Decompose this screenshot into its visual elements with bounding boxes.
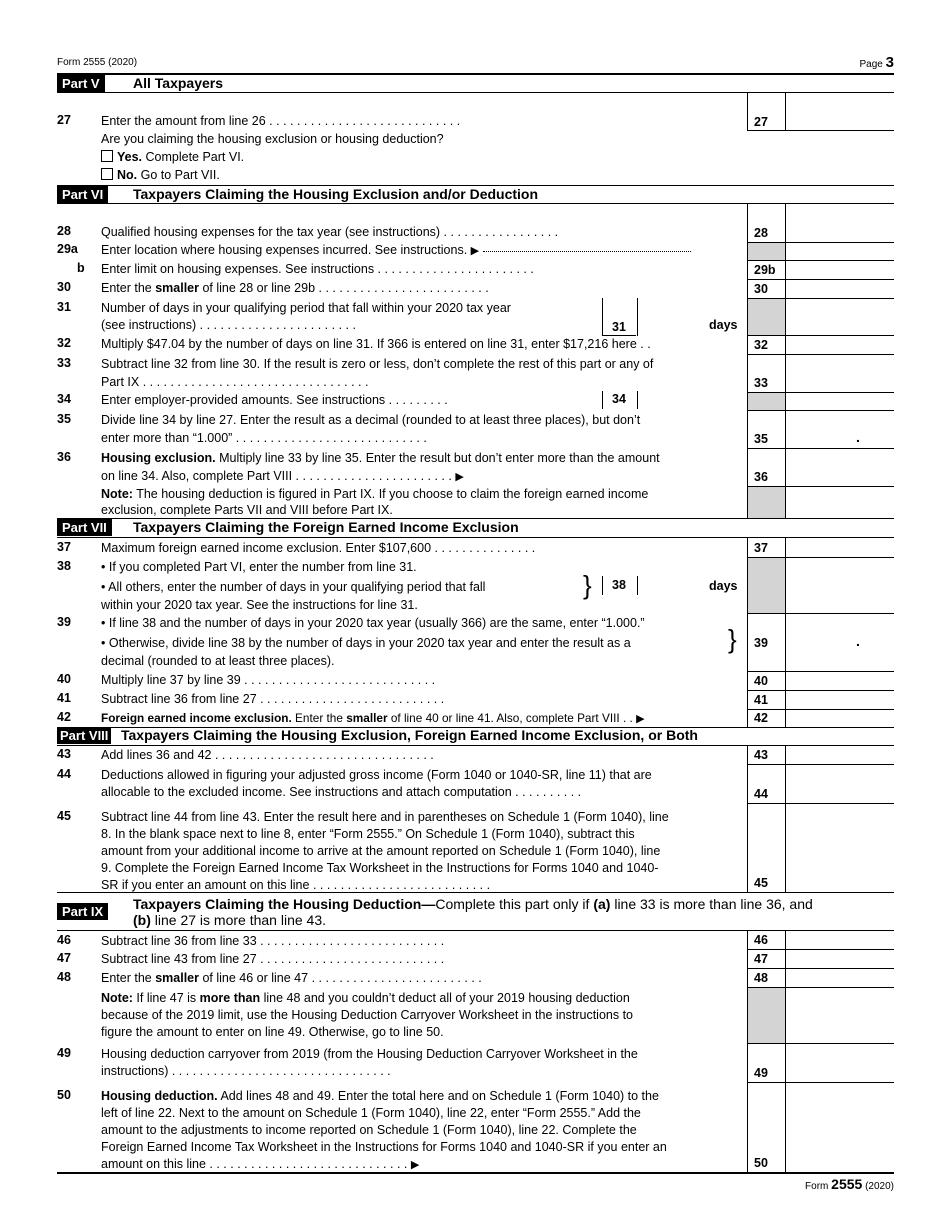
line-35-text: Divide line 34 by line 27. Enter the result as a decimal (rounded to at least three places), but don’t [101,413,641,427]
line-number: 31 [57,300,71,314]
part-tag: Part IX [57,903,108,920]
box-34-shaded [747,393,786,410]
line-number: 41 [57,691,71,705]
box-28: 28 [747,204,786,242]
line-35-text2: enter more than “1.000” . . . . . . . . . . . . . . . . . . . . . . . . . . . . [101,431,427,445]
line-number: 48 [57,970,71,984]
box-48-note-shaded [747,988,786,1043]
days-label: days [709,579,738,593]
line-number: 28 [57,224,71,238]
line-27-amount[interactable] [785,93,894,131]
line-37-text: Maximum foreign earned income exclusion. Enter $107,600 . . . . . . . . . . . . . . . [101,541,536,555]
brace: } [728,624,737,654]
line-39-text2: • Otherwise, divide line 38 by the number of days in your 2020 tax year and enter the result as a [101,636,631,650]
housing-question: Are you claiming the housing exclusion or housing deduction? [101,132,444,146]
line-number: 30 [57,280,71,294]
line-number: 50 [57,1088,71,1102]
box-45: 45 [747,804,786,892]
box-37: 37 [747,538,786,557]
line-46-text: Subtract line 36 from line 33 . . . . . . . . . . . . . . . . . . . . . . . . . . . [101,934,445,948]
box-41: 41 [747,691,786,709]
line-number: 45 [57,809,71,823]
line-number: 39 [57,615,71,629]
box-36: 36 [747,449,786,486]
line-50-text1: Housing deduction. Add lines 48 and 49. Enter the total here and on Schedule 1 (Form 1040) to the [101,1089,659,1103]
line-41-text: Subtract line 36 from line 27 . . . . . . . . . . . . . . . . . . . . . . . . . . . [101,692,445,706]
line-50-text2: left of line 22. Next to the amount on Schedule 1 (Form 1040), line 22, enter “Form 2555.” Add the [101,1106,641,1120]
line-number: 27 [57,113,71,127]
box-44: 44 [747,765,786,803]
line-27-text: Enter the amount from line 26 . . . . . . . . . . . . . . . . . . . . . . . . . . . . [101,114,461,128]
yes-checkbox[interactable] [101,150,113,162]
yes-option[interactable]: Yes. Complete Part VI. [101,149,741,166]
part-9-header [57,893,894,929]
no-option[interactable]: No. Go to Part VII. [101,167,741,184]
form-header-label: Form 2555 (2020) [57,57,138,68]
line-number: 44 [57,767,71,781]
part-8-header [57,727,894,744]
line-number: 49 [57,1046,71,1060]
line-40-text: Multiply line 37 by line 39 . . . . . . . . . . . . . . . . . . . . . . . . . . . . [101,673,436,687]
box-49: 49 [747,1044,786,1082]
line-48-note3: figure the amount to enter on line 49. Otherwise, go to line 50. [101,1025,444,1039]
part-tag: Part VII [57,519,112,536]
part-6-header [57,186,894,203]
line-number: 42 [57,710,71,724]
part-title: Taxpayers Claiming the Housing Deduction—Complete this part only if (a) line 33 is more than line 36, and (b) line 27 is more than line 43. [133,896,813,928]
decimal-point: . [856,633,860,649]
part-title: Taxpayers Claiming the Housing Exclusion, Foreign Earned Income Exclusion, or Both [121,727,698,743]
line-45-text4: 9. Complete the Foreign Earned Income Tax Worksheet in the Instructions for Forms 1040 and 1040- [101,861,659,875]
brace: } [583,570,592,600]
line-number: 36 [57,450,71,464]
line-47-text: Subtract line 43 from line 27 . . . . . . . . . . . . . . . . . . . . . . . . . . . [101,952,445,966]
part-5-header [57,75,894,92]
line-36-text2: on line 34. Also, complete Part VIII . . . . . . . . . . . . . . . . . . . . . . . ▶ [101,469,464,483]
form-footer: Form 2555 (2020) [805,1176,894,1192]
line-number: 35 [57,412,71,426]
inbox-38: 38 [602,576,638,595]
box-29b: 29b [747,261,786,279]
no-checkbox[interactable] [101,168,113,180]
part-7-header [57,519,894,536]
line-38-text2: • All others, enter the number of days in your qualifying period that fall [101,580,486,594]
line-42-text: Foreign earned income exclusion. Enter the smaller of line 40 or line 41. Also, complete Part VIII . . ▶ [101,711,645,725]
line-39-text1: • If line 38 and the number of days in your 2020 tax year (usually 366) are the same, enter “1.000.” [101,616,645,630]
box-38-shaded [747,558,786,613]
line-number: 46 [57,933,71,947]
line-28-text: Qualified housing expenses for the tax year (see instructions) . . . . . . . . . . . . . . . . . [101,225,559,239]
line-31-text2: (see instructions) . . . . . . . . . . . . . . . . . . . . . . . [101,318,356,332]
line-44-text2: allocable to the excluded income. See instructions and attach computation . . . . . . . . . . [101,785,582,799]
line-49-text1: Housing deduction carryover from 2019 (from the Housing Deduction Carryover Worksheet in the [101,1047,638,1061]
box-35: 35 [747,411,786,448]
line-32-text: Multiply $47.04 by the number of days on line 31. If 366 is entered on line 31, enter $17,216 here . . [101,337,651,351]
line-number: 47 [57,951,71,965]
box-39: 39 [747,614,786,671]
days-label: days [709,318,738,332]
box-40: 40 [747,672,786,690]
line-48-note1: Note: If line 47 is more than line 48 and you couldn’t deduct all of your 2019 housing deduction [101,991,630,1005]
line-29a-text: Enter location where housing expenses incurred. See instructions. ▶ [101,242,741,260]
part-tag: Part VIII [57,727,111,744]
box-42: 42 [747,710,786,727]
line-34-text: Enter employer-provided amounts. See instructions . . . . . . . . . [101,393,448,407]
line-48-text: Enter the smaller of line 46 or line 47 . . . . . . . . . . . . . . . . . . . . . . . . . [101,971,482,985]
line-30-text: Enter the smaller of line 28 or line 29b . . . . . . . . . . . . . . . . . . . . . . . . . [101,281,489,295]
line-43-text: Add lines 36 and 42 . . . . . . . . . . . . . . . . . . . . . . . . . . . . . . . . [101,748,434,762]
line-48-note2: because of the 2019 limit, use the Housing Deduction Carryover Worksheet in the instructions to [101,1008,633,1022]
line-49-text2: instructions) . . . . . . . . . . . . . . . . . . . . . . . . . . . . . . . . [101,1064,391,1078]
line-39-text3: decimal (rounded to at least three places). [101,654,335,668]
line-number: 32 [57,336,71,350]
line-50-text4: Foreign Earned Income Tax Worksheet in the Instructions for Forms 1040 and 1040-SR if you enter an [101,1140,667,1154]
line-50-text5: amount on this line . . . . . . . . . . . . . . . . . . . . . . . . . . . . . ▶ [101,1157,420,1171]
box-32: 32 [747,336,786,354]
line-45-text5: SR if you enter an amount on this line . . . . . . . . . . . . . . . . . . . . . . . . . . [101,878,491,892]
inbox-34: 34 [602,391,638,409]
line-38-text1: • If you completed Part VI, enter the number from line 31. [101,560,417,574]
location-field[interactable] [483,251,691,252]
line-number: 40 [57,672,71,686]
line-33-text2: Part IX . . . . . . . . . . . . . . . . . . . . . . . . . . . . . . . . . [101,375,369,389]
box-43: 43 [747,746,786,764]
line-33-text: Subtract line 32 from line 30. If the result is zero or less, don’t complete the rest of this part or any of [101,357,654,371]
line-number: b [77,261,85,275]
part-title: Taxpayers Claiming the Foreign Earned Income Exclusion [133,519,519,535]
decimal-point: . [856,429,860,445]
box-27: 27 [747,93,786,131]
box-36-note-shaded [747,487,786,518]
line-36-note: Note: The housing deduction is figured in Part IX. If you choose to claim the foreign earned income [101,487,649,501]
box-46: 46 [747,931,786,949]
box-48: 48 [747,969,786,987]
line-number: 33 [57,356,71,370]
line-number: 38 [57,559,71,573]
page-number: Page 3 [859,54,894,71]
box-47: 47 [747,950,786,968]
line-29b-text: Enter limit on housing expenses. See instructions . . . . . . . . . . . . . . . . . . . . . . . [101,262,534,276]
box-50: 50 [747,1083,786,1172]
line-44-text1: Deductions allowed in figuring your adjusted gross income (Form 1040 or 1040-SR, line 11) that are [101,768,652,782]
line-36-note2: exclusion, complete Parts VII and VIII before Part IX. [101,503,393,517]
part-title: All Taxpayers [133,75,224,91]
line-50-text3: amount to the adjustments to income reported on Schedule 1 (Form 1040), line 22. Complete the [101,1123,637,1137]
line-number: 34 [57,392,71,406]
box-31-shaded [747,299,786,335]
inbox-31: 31 [602,298,638,336]
part-tag: Part V [57,75,105,92]
line-number: 29a [57,242,78,256]
line-45-text2: 8. In the blank space next to line 8, enter “Form 2555.” On Schedule 1 (Form 1040), subtract this [101,827,635,841]
part-tag: Part VI [57,186,108,203]
part-title: Taxpayers Claiming the Housing Exclusion and/or Deduction [133,186,539,202]
line-number: 43 [57,747,71,761]
line-45-text1: Subtract line 44 from line 43. Enter the result here and in parentheses on Schedule 1 (Form 1040), line [101,810,669,824]
box-29a-shaded [747,243,786,260]
box-33: 33 [747,355,786,392]
box-30: 30 [747,280,786,298]
line-38-text3: within your 2020 tax year. See the instructions for line 31. [101,598,418,612]
line-31-text: Number of days in your qualifying period that fall within your 2020 tax year [101,301,511,315]
line-45-text3: amount from your additional income to arrive at the amount reported on Schedule 1 (Form 1040), line [101,844,661,858]
line-number: 37 [57,540,71,554]
line-36-text: Housing exclusion. Multiply line 33 by line 35. Enter the result but don’t enter more than the amount [101,451,660,465]
